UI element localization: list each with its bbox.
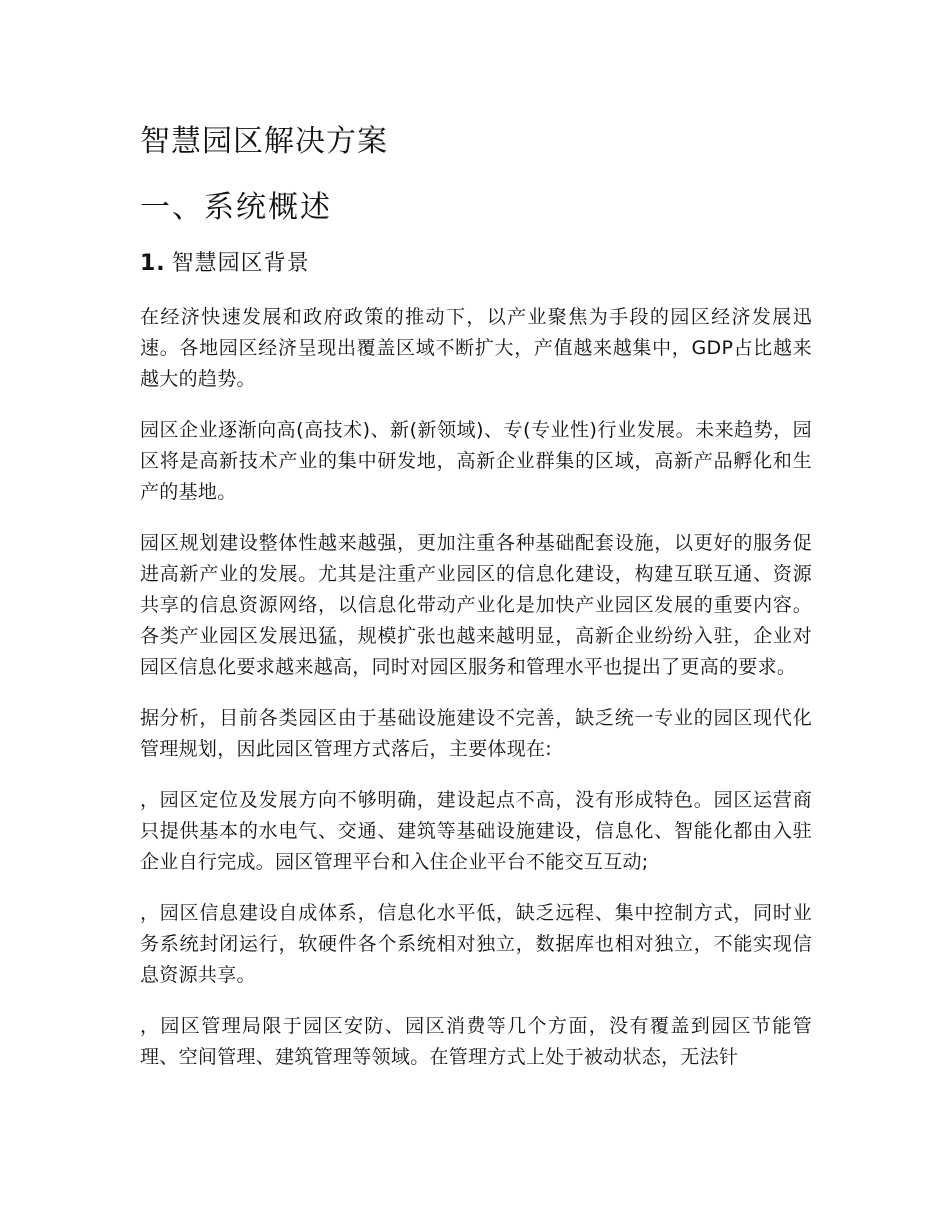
paragraph: 在经济快速发展和政府政策的推动下，以产业聚焦为手段的园区经济发展迅速。各地园区经济呈现出覆盖区域不断扩大，产值越来越集中，GDP占比越来越大的趋势。	[140, 306, 812, 390]
section-heading-overview: 一、系统概述	[140, 190, 332, 225]
subsection-number: 1.	[140, 251, 166, 276]
subsection-title: 智慧园区背景	[171, 251, 310, 276]
paragraph: 据分析，目前各类园区由于基础设施建设不完善，缺乏统一专业的园区现代化管理规划，因此园区管理方式落后，主要体现在:	[140, 707, 812, 760]
paragraph: 园区企业逐渐向高(高技术)、新(新领域)、专(专业性)行业发展。未来趋势，园区将是高新技术产业的集中研发地，高新企业群集的区域，高新产品孵化和生产的基地。	[140, 419, 812, 503]
document-page	[140, 118, 812, 1073]
document-title: 智慧园区解决方案	[140, 124, 388, 159]
paragraph: 园区规划建设整体性越来越强，更加注重各种基础配套设施，以更好的服务促进高新产业的发展。尤其是注重产业园区的信息化建设，构建互联互通、资源共享的信息资源网络，以信息化带动产业化是加快产业园区发展的重要内容。 各类产业园区发展迅猛，规模扩张也越来越明显，高新企业纷纷入驻，企业对园区信息化要求越来越高，同时对园区服务和管理水平也提出了更高的要求。	[140, 532, 812, 678]
paragraph: ，园区信息建设自成体系，信息化水平低，缺乏远程、集中控制方式，同时业务系统封闭运行，软硬件各个系统相对独立，数据库也相对独立，不能实现信息资源共享。	[140, 902, 812, 986]
subsection-heading-background	[140, 246, 812, 282]
paragraph: ，园区管理局限于园区安防、园区消费等几个方面，没有覆盖到园区节能管理、空间管理、建筑管理等领域。在管理方式上处于被动状态，无法针	[140, 1015, 812, 1068]
paragraph: ，园区定位及发展方向不够明确，建设起点不高，没有形成特色。园区运营商只提供基本的水电气、交通、建筑等基础设施建设，信息化、智能化都由入驻企业自行完成。园区管理平台和入住企业平台不能交互互动;	[140, 789, 812, 873]
